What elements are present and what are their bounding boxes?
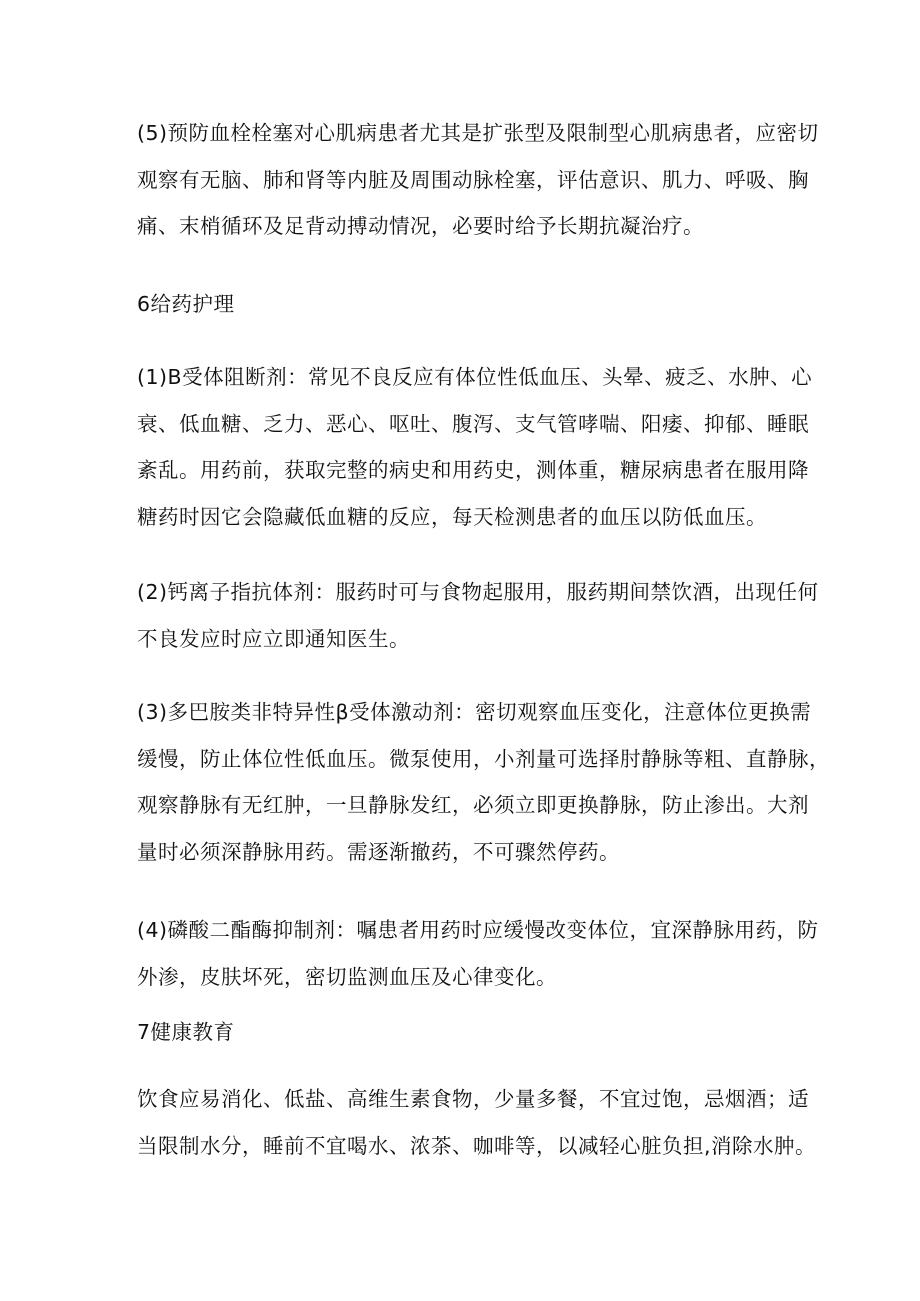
text-line: 量时必须深静脉用药。需逐渐撤药，不可骤然停药。: [137, 839, 620, 864]
text-line: 当限制水分，睡前不宜喝水、浓茶、咖啡等，以减轻心脏负担,消除水肿。: [137, 1133, 817, 1158]
paragraph-thrombosis-prevention: [137, 110, 819, 250]
paragraph-health-education: [137, 1076, 817, 1169]
text-line: 衰、低血糖、乏力、恶心、呕吐、腹泻、支气管哮喘、阳痿、抑郁、睡眠: [137, 411, 809, 436]
section-heading-medication-nursing: 6给药护理: [137, 292, 235, 316]
text-line: (5)预防血栓栓塞对心肌病患者尤其是扩张型及限制型心肌病患者，应密切: [137, 121, 819, 145]
text-line: 缓慢，防止体位性低血压。微泵使用，小剂量可选择肘静脉等粗、直静脉，: [137, 746, 830, 771]
text-line: 紊乱。用药前，获取完整的病史和用药史，测体重，糖尿病患者在服用降: [137, 458, 809, 482]
paragraph-beta-blockers: [137, 354, 813, 540]
text-line: (4)磷酸二酯酶抑制剂：嘱患者用药时应缓慢改变体位，宜深静脉用药，防: [137, 918, 819, 942]
paragraph-dopamine-agonists: [137, 689, 830, 875]
paragraph-pde-inhibitors: [137, 907, 819, 1000]
text-line: 观察静脉有无红肿，一旦静脉发红，必须立即更换静脉，防止渗出。大剂: [137, 793, 809, 817]
paragraph-calcium-antagonists: [137, 569, 819, 662]
text-line: 不良发应时应立即通知医生。: [137, 626, 410, 651]
text-line: 饮食应易消化、低盐、高维生素食物，少量多餐，不宜过饱，忌烟酒；适: [137, 1087, 809, 1111]
text-line: (3)多巴胺类非特异性β受体激动剂：密切观察血压变化，注意体位更换需: [137, 700, 812, 724]
text-line: 糖药时因它会隐藏低血糖的反应，每天检测患者的血压以防低血压。: [137, 504, 767, 529]
text-line: 痛、末梢循环及足背动搏动情况，必要时给予长期抗凝治疗。: [137, 214, 704, 238]
section-heading-health-education: 7健康教育: [137, 1020, 235, 1044]
text-line: (2)钙离子指抗体剂：服药时可与食物起服用，服药期间禁饮酒，出现任何: [137, 580, 819, 604]
text-line: 观察有无脑、肺和肾等内脏及周围动脉栓塞，评估意识、肌力、呼吸、胸: [137, 167, 809, 192]
text-line: 外渗，皮肤坏死，密切监测血压及心律变化。: [137, 964, 557, 989]
text-line: (1)B受体阻断剂：常见不良反应有体位性低血压、头晕、疲乏、水肿、心: [137, 365, 813, 389]
